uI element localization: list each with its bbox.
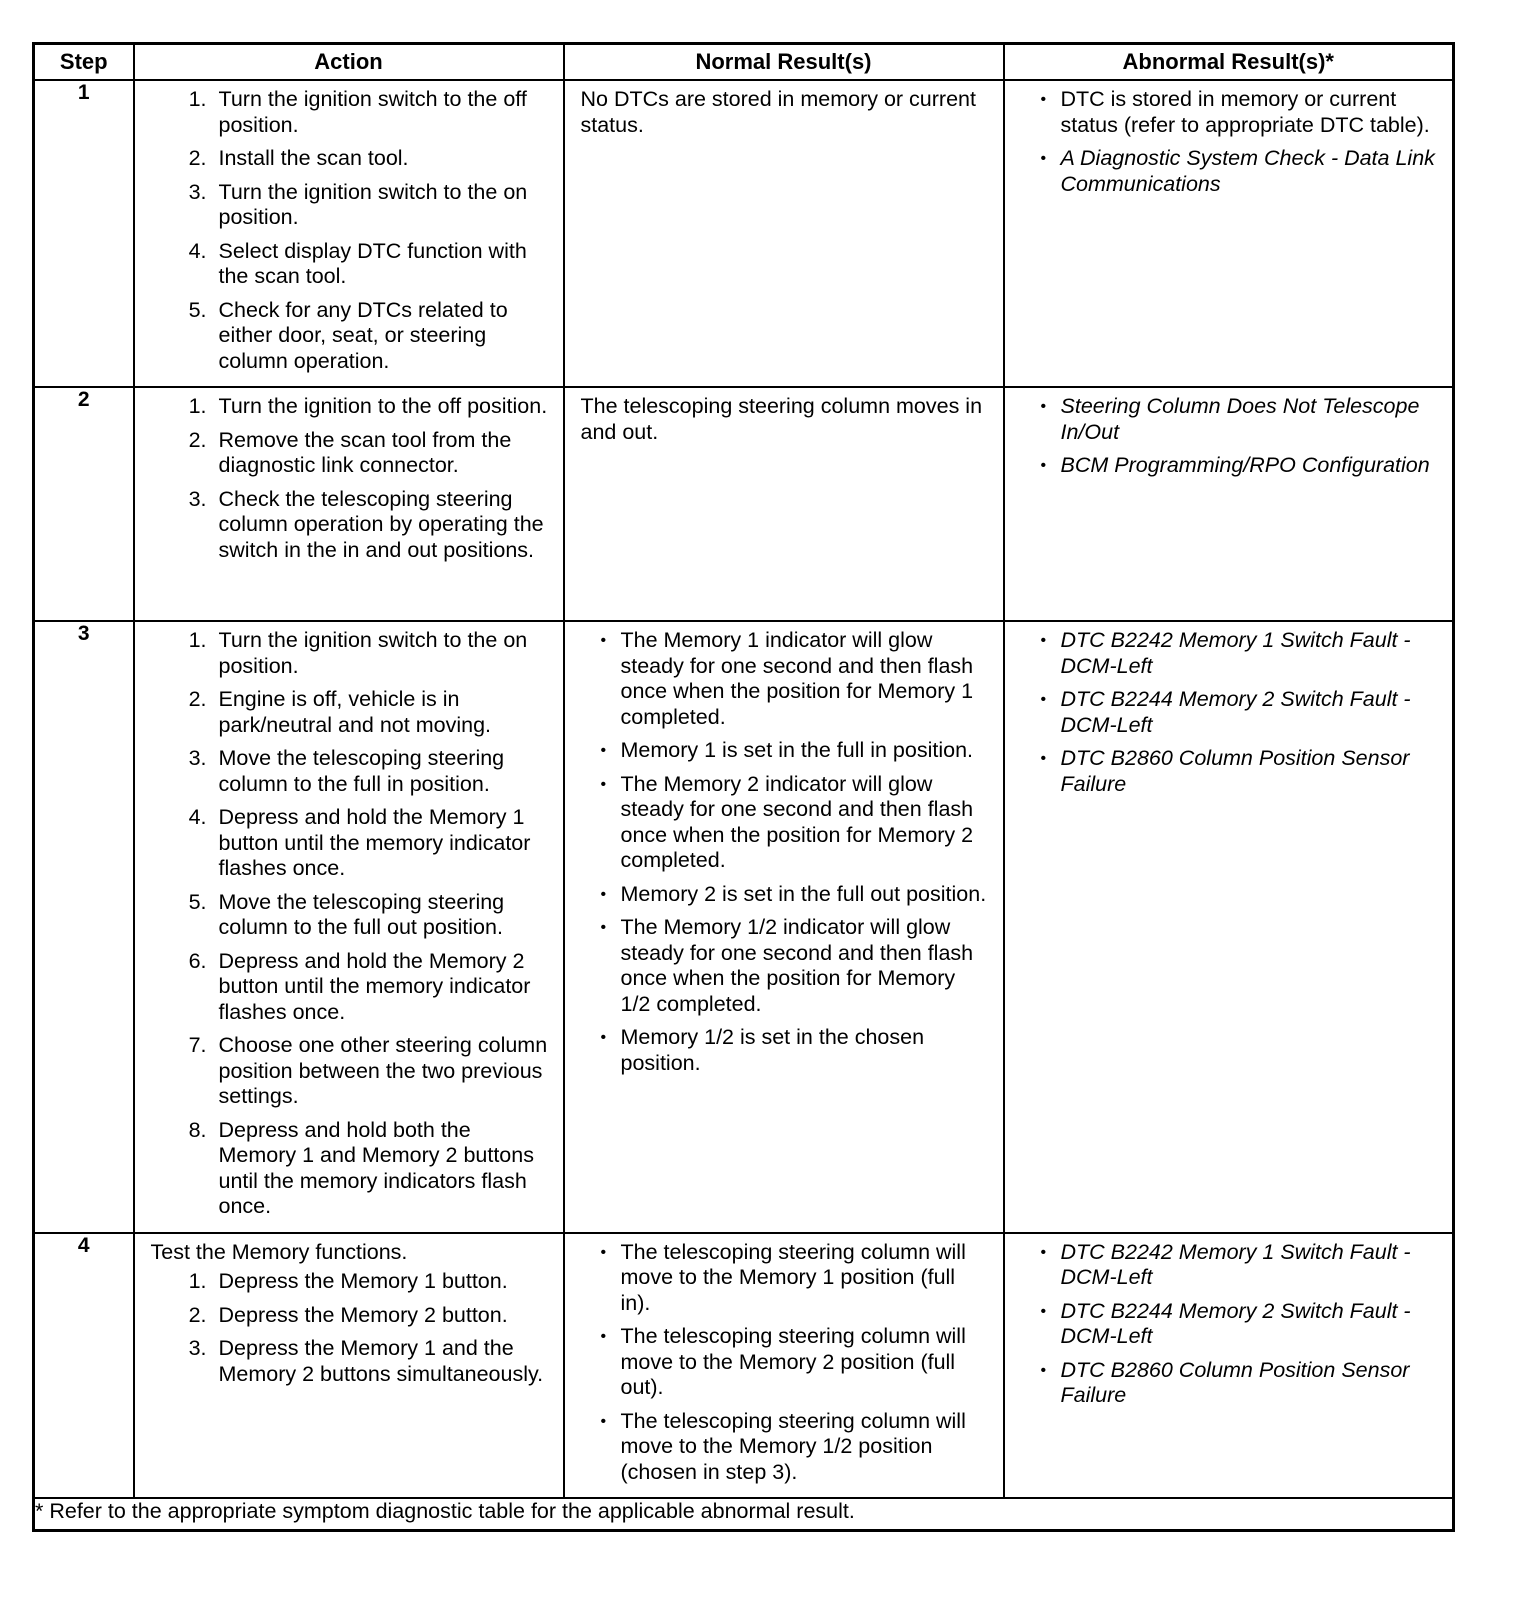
bullet-icon: • (600, 919, 607, 936)
bullet-icon: • (1040, 457, 1047, 474)
action-step: 1. Turn the ignition switch to the off position. (213, 87, 549, 138)
abnormal-results-cell (1004, 387, 1454, 621)
step-number: 4 (34, 1233, 134, 1499)
action-step: 1. Turn the ignition switch to the on position. (213, 628, 549, 679)
action-steps-list (151, 628, 549, 1220)
bullet-icon: • (1040, 150, 1047, 167)
action-step: 5. Check for any DTCs related to either door, seat, or steering column operation. (213, 298, 549, 375)
action-cell (134, 1233, 564, 1499)
bullet-icon: • (600, 1029, 607, 1046)
action-steps-list (151, 87, 549, 374)
normal-result-text: The Memory 1 indicator will glow steady for one second and then flash once when the position for Memory 1 completed. (620, 628, 974, 729)
normal-result-text: The telescoping steering column will move to the Memory 1/2 position (chosen in step 3). (620, 1408, 966, 1484)
action-step: 2. Engine is off, vehicle is in park/neutral and not moving. (213, 687, 549, 738)
bullet-icon: • (1040, 1361, 1047, 1379)
abnormal-result-reference: DTC B2244 Memory 2 Switch Fault - DCM-Left (1060, 687, 1411, 737)
abnormal-result-link (1040, 628, 1439, 679)
step-number: 1 (34, 80, 134, 387)
abnormal-result-link (1040, 453, 1439, 479)
action-step: 5. Move the telescoping steering column to the full out position. (213, 890, 549, 941)
abnormal-result-link (1040, 687, 1439, 738)
normal-result-item (600, 1408, 989, 1486)
header-normal-results: Normal Result(s) (564, 44, 1004, 81)
bullet-icon: • (1040, 1243, 1047, 1261)
table-row (34, 1233, 1454, 1499)
action-step: 2. Install the scan tool. (213, 146, 549, 172)
abnormal-results-cell (1004, 1233, 1454, 1499)
normal-result-text: The Memory 2 indicator will glow steady for one second and then flash once when the position for Memory 2 completed. (620, 771, 974, 872)
abnormal-result-reference: BCM Programming/RPO Configuration (1060, 453, 1430, 477)
bullet-icon: • (1040, 750, 1047, 767)
normal-result-item (600, 628, 989, 730)
step-number: 3 (34, 621, 134, 1233)
abnormal-result-reference: Steering Column Does Not Telescope In/Out (1060, 394, 1420, 444)
abnormal-results-list (1021, 628, 1439, 797)
abnormal-result-link (1040, 746, 1439, 797)
header-step: Step (34, 44, 134, 81)
abnormal-results-list (1021, 394, 1439, 479)
action-step: 8. Depress and hold both the Memory 1 and Memory 2 buttons until the memory indicators flash once. (213, 1118, 549, 1220)
normal-result-item (600, 738, 989, 764)
normal-result-item (600, 1324, 989, 1401)
action-step: 1. Depress the Memory 1 button. (213, 1269, 549, 1295)
bullet-icon: • (1040, 691, 1047, 708)
bullet-icon: • (1040, 398, 1047, 415)
normal-result-text: The telescoping steering column will move to the Memory 2 position (full out). (620, 1324, 966, 1399)
table-row (34, 621, 1454, 1233)
bullet-icon: • (1040, 91, 1047, 108)
normal-result-text: The telescoping steering column moves in and out. (580, 394, 983, 444)
abnormal-results-list (1021, 1240, 1439, 1409)
action-step: 3. Turn the ignition switch to the on position. (213, 180, 549, 231)
action-step: 3. Depress the Memory 1 and the Memory 2 buttons simultaneously. (213, 1336, 549, 1387)
action-steps-list (151, 1269, 549, 1387)
abnormal-result-link (1040, 146, 1439, 197)
abnormal-result-reference: DTC B2860 Column Position Sensor Failure (1060, 746, 1410, 796)
normal-result-item (600, 881, 989, 908)
diagnostic-table (32, 42, 1455, 1532)
diagnostic-document (32, 42, 1452, 1532)
abnormal-result-reference: A Diagnostic System Check - Data Link Communications (1060, 146, 1435, 196)
abnormal-results-cell (1004, 621, 1454, 1233)
header-action: Action (134, 44, 564, 81)
action-cell (134, 80, 564, 387)
header-row (34, 44, 1454, 81)
footnote: * Refer to the appropriate symptom diagnostic table for the applicable abnormal result. (34, 1498, 1454, 1531)
normal-result-text: No DTCs are stored in memory or current status. (580, 87, 976, 137)
bullet-icon: • (600, 742, 607, 759)
footnote-row (34, 1498, 1454, 1531)
normal-result-item (600, 915, 989, 1017)
action-step: 3. Move the telescoping steering column to the full in position. (213, 746, 549, 797)
bullet-icon: • (600, 775, 607, 793)
action-step: 2. Remove the scan tool from the diagnostic link connector. (213, 428, 549, 479)
table-row (34, 387, 1454, 621)
normal-results-cell (564, 80, 1004, 387)
normal-result-text: Memory 1/2 is set in the chosen position. (620, 1025, 925, 1075)
abnormal-result-reference: DTC B2242 Memory 1 Switch Fault - DCM-Left (1060, 628, 1411, 678)
bullet-icon: • (600, 885, 607, 903)
abnormal-result-link (1040, 1239, 1439, 1291)
action-step: 4. Depress and hold the Memory 1 button until the memory indicator flashes once. (213, 805, 549, 882)
normal-results-list (581, 1240, 989, 1486)
abnormal-result-link (1040, 394, 1439, 445)
action-steps-list (151, 394, 549, 563)
normal-result-text: The telescoping steering column will move to the Memory 1 position (full in). (620, 1239, 966, 1315)
action-step: 7. Choose one other steering column position between the two previous settings. (213, 1033, 549, 1110)
action-step: 4. Select display DTC function with the scan tool. (213, 239, 549, 290)
action-cell (134, 387, 564, 621)
abnormal-result-reference: DTC B2242 Memory 1 Switch Fault - DCM-Left (1060, 1239, 1411, 1289)
action-step: 6. Depress and hold the Memory 2 button until the memory indicator flashes once. (213, 949, 549, 1026)
abnormal-results-list (1021, 87, 1439, 197)
bullet-icon: • (600, 1328, 607, 1345)
normal-result-item (600, 1239, 989, 1317)
bullet-icon: • (1040, 1302, 1047, 1320)
normal-result-text: Memory 1 is set in the full in position. (620, 738, 974, 762)
abnormal-results-cell (1004, 80, 1454, 387)
normal-results-cell (564, 1233, 1004, 1499)
normal-results-cell (564, 621, 1004, 1233)
action-step: 3. Check the telescoping steering column operation by operating the switch in the in and out positions. (213, 487, 549, 564)
abnormal-result-text: DTC is stored in memory or current status (refer to appropriate DTC table). (1060, 87, 1430, 137)
normal-results-list (581, 628, 989, 1076)
action-cell (134, 621, 564, 1233)
normal-result-text: The Memory 1/2 indicator will glow steady for one second and then flash once when the position for Memory 1/2 completed. (620, 915, 974, 1016)
bullet-icon: • (1040, 632, 1047, 649)
normal-result-text: Memory 2 is set in the full out position. (620, 881, 987, 906)
header-abnormal-results: Abnormal Result(s)* (1004, 44, 1454, 81)
abnormal-result-item (1040, 87, 1439, 138)
bullet-icon: • (600, 1412, 607, 1430)
table-row (34, 80, 1454, 387)
bullet-icon: • (600, 1243, 607, 1261)
abnormal-result-reference: DTC B2860 Column Position Sensor Failure (1060, 1357, 1410, 1407)
step-number: 2 (34, 387, 134, 621)
abnormal-result-link (1040, 1298, 1439, 1350)
normal-results-cell (564, 387, 1004, 621)
bullet-icon: • (600, 632, 607, 649)
normal-result-item (600, 771, 989, 874)
abnormal-result-reference: DTC B2244 Memory 2 Switch Fault - DCM-Left (1060, 1298, 1411, 1348)
normal-result-item (600, 1025, 989, 1076)
abnormal-result-link (1040, 1357, 1439, 1409)
action-step: 2. Depress the Memory 2 button. (213, 1303, 549, 1329)
action-step: 1. Turn the ignition to the off position. (213, 394, 549, 420)
action-lead-text: Test the Memory functions. (150, 1239, 408, 1264)
